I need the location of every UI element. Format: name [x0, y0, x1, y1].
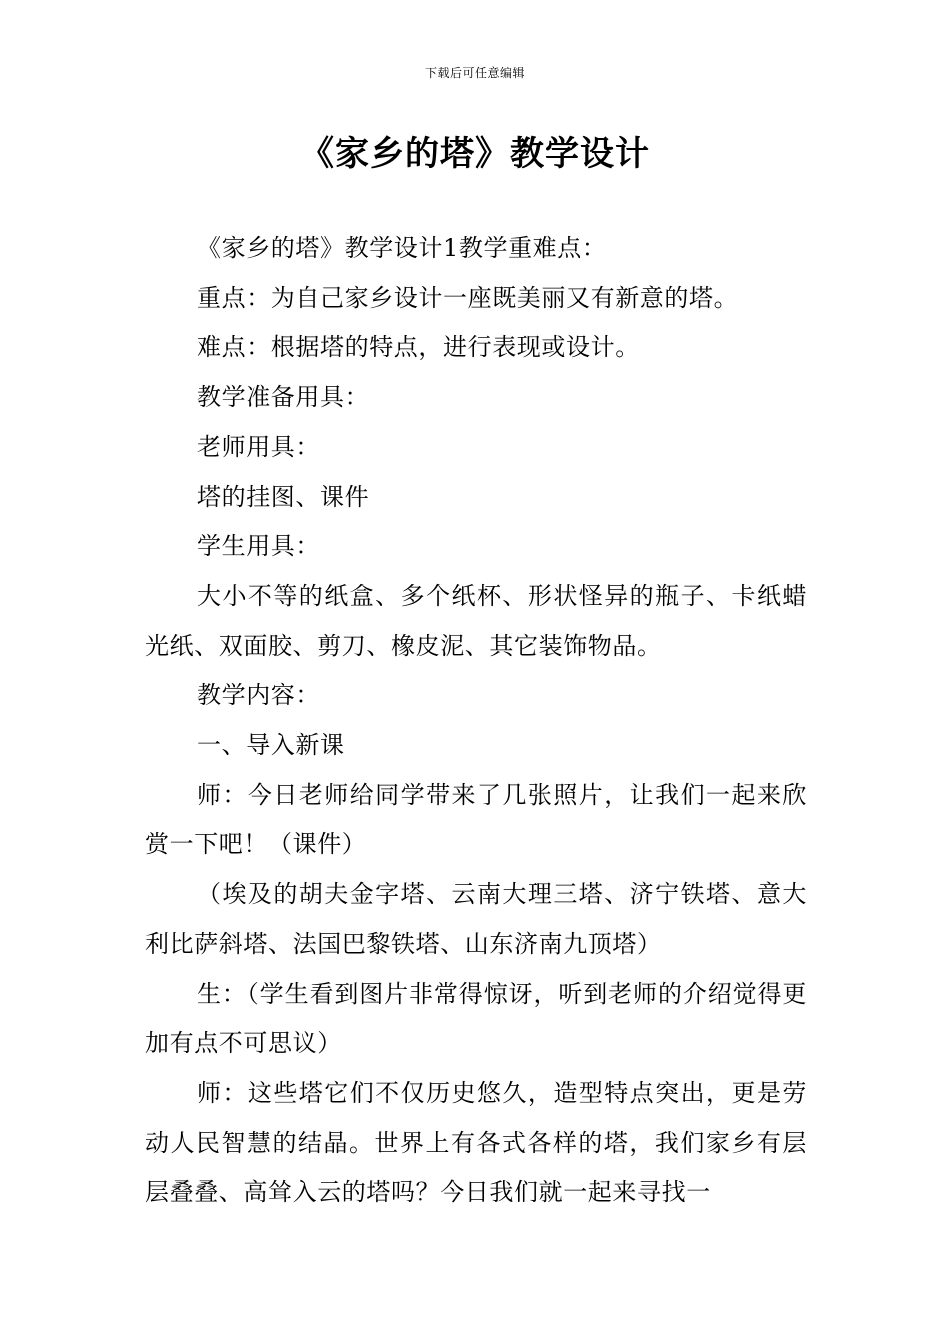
- paragraph-student-materials-heading: 学生用具：: [197, 532, 320, 561]
- paragraph-teacher-2: 师：这些塔它们不仅历史悠久，造型特点突出，更是劳动人民智慧的结晶。世界上有各式各样的塔，我们家乡有层层叠叠、高耸入云的塔吗？今日我们就一起来寻找一: [145, 1078, 807, 1207]
- header-note: 下载后可任意编辑: [424, 66, 525, 80]
- paragraph-difficult-point: 难点：根据塔的特点，进行表现或设计。: [197, 333, 640, 362]
- paragraph-teacher-materials-heading: 老师用具：: [197, 432, 320, 461]
- document-title: 《家乡的塔》教学设计: [300, 134, 650, 174]
- paragraph-content-heading: 教学内容：: [197, 681, 320, 710]
- paragraph-tower-list: （埃及的胡夫金字塔、云南大理三塔、济宁铁塔、意大利比萨斜塔、法国巴黎铁塔、山东济南九顶塔）: [145, 880, 807, 958]
- paragraph-teacher-materials: 塔的挂图、课件: [197, 482, 370, 511]
- paragraph-student-1: 生：（学生看到图片非常得惊讶，听到老师的介绍觉得更加有点不可思议）: [145, 979, 807, 1058]
- paragraph-materials-heading: 教学准备用具：: [197, 383, 370, 412]
- paragraph-student-materials: 大小不等的纸盒、多个纸杯、形状怪异的瓶子、卡纸蜡光纸、双面胶、剪刀、橡皮泥、其它装饰物品。: [145, 581, 807, 660]
- document-body: [145, 224, 807, 1218]
- paragraph-section-intro: 一、导入新课: [197, 731, 345, 760]
- paragraph-difficulty-heading: 《家乡的塔》教学设计1教学重难点：: [197, 234, 607, 262]
- paragraph-teacher-1: 师：今日老师给同学带来了几张照片，让我们一起来欣赏一下吧！（课件）: [145, 780, 807, 859]
- paragraph-key-point: 重点：为自己家乡设计一座既美丽又有新意的塔。: [197, 283, 739, 312]
